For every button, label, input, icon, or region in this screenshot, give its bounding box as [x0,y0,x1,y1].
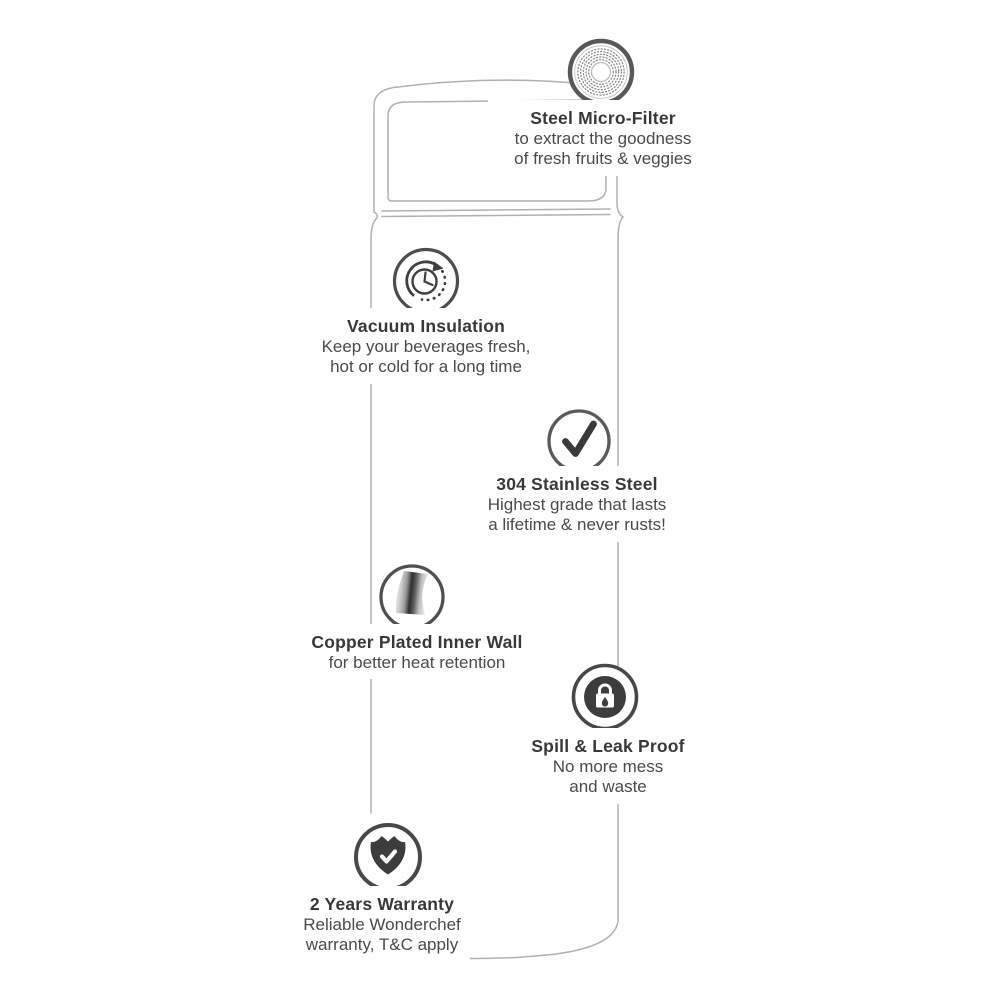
feature-title: Spill & Leak Proof [531,736,685,756]
feature-title: 2 Years Warranty [309,894,455,914]
clock-timer-icon [391,246,461,316]
copper-wall-icon [377,562,447,632]
neck-band-line-2 [382,215,610,217]
feature-line: and waste [569,777,647,796]
feature-line: for better heat retention [328,652,506,672]
feature-line: of fresh fruits & veggies [514,149,692,168]
feature-text [472,466,682,542]
feature-title: 304 Stainless Steel [496,474,658,494]
feature-text [488,100,718,176]
body-left-wall [371,212,377,813]
feature-line: No more mess [552,756,664,776]
feature-title: Steel Micro-Filter [530,108,676,128]
neck-band-line-1 [382,209,610,211]
feature-line: warranty, T&C apply [305,935,459,954]
feature-title: Copper Plated Inner Wall [311,632,523,652]
feature-text [294,886,470,962]
feature-line: to extract the goodness [514,128,692,148]
feature-title: Vacuum Insulation [346,316,505,336]
feature-text [308,308,544,384]
shield-check-icon [353,822,423,892]
micro-filter-icon [566,37,636,107]
feature-line: Keep your beverages fresh, [321,336,531,356]
feature-line: Highest grade that lasts [487,494,667,514]
feature-text [305,624,529,679]
feature-line: hot or cold for a long time [330,357,522,376]
feature-text [528,728,688,804]
padlock-icon [570,662,640,732]
feature-line: Reliable Wonderchef [303,914,461,934]
feature-line: a lifetime & never rusts! [488,515,666,534]
